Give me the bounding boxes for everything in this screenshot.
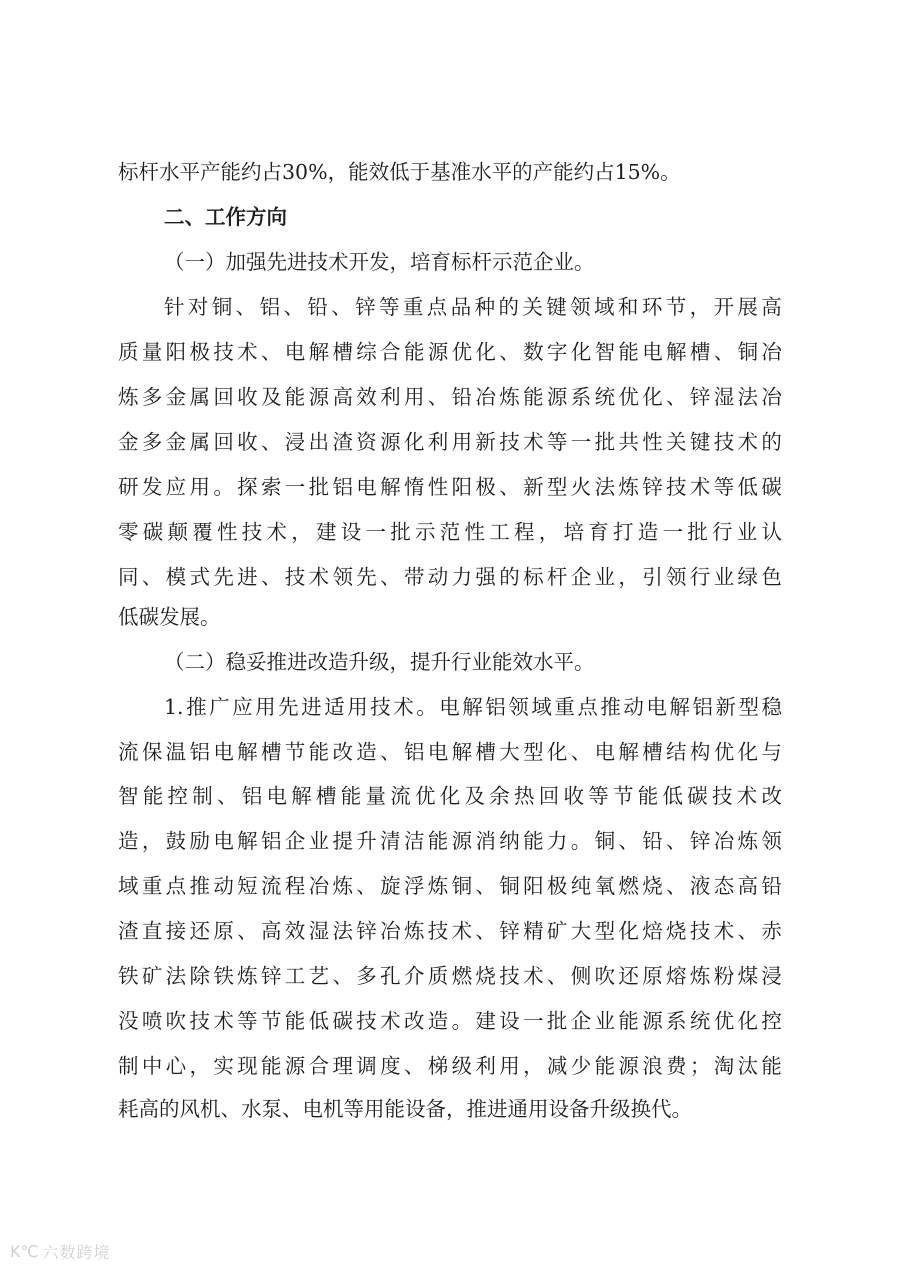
paragraph-line: 零 碳 颠 覆 性 技 术 ， 建 设 一 批 示 范 性 工 程 ， 培 育 打 造 一 批 行 业 认 [118, 520, 782, 544]
section-heading: 二、工作方向 [164, 205, 287, 229]
paragraph-line: 炼 多 金 属 回 收 及 能 源 高 效 利 用 、 铅 冶 炼 能 源 系 统 优 化 、 锌 湿 法 冶 [118, 385, 782, 409]
paragraph-line: 没 喷 吹 技 术 等 节 能 低 碳 技 术 改 造 。 建 设 一 批 企 业 能 源 系 统 优 化 控 [118, 1009, 782, 1033]
paragraph-line: 制 中 心 ， 实 现 能 源 合 理 调 度 、 梯 级 利 用 ， 减 少 能 源 浪 费 ； 淘 汰 能 [118, 1054, 782, 1078]
paragraph-line: 低碳发展。 [118, 605, 221, 629]
paragraph-line: 研 发 应 用 。 探 索 一 批 铝 电 解 惰 性 阳 极 、 新 型 火 法 炼 锌 技 术 等 低 碳 [118, 475, 782, 499]
paragraph-line: 1. 推 广 应 用 先 进 适 用 技 术 。 电 解 铝 领 域 重 点 推 动 电 解 铝 新 型 稳 [164, 695, 782, 719]
paragraph-line: 针 对 铜 、 铝 、 铅 、 锌 等 重 点 品 种 的 关 键 领 域 和 环 节 ， 开 展 高 [164, 295, 782, 319]
paragraph-line: 智 能 控 制 、 铝 电 解 槽 能 量 流 优 化 及 余 热 回 收 等 节 能 低 碳 技 术 改 [118, 784, 782, 808]
paragraph-line: 渣 直 接 还 原 、 高 效 湿 法 锌 冶 炼 技 术 、 锌 精 矿 大 型 化 焙 烧 技 术 、 赤 [118, 919, 782, 943]
paragraph-line: 铁 矿 法 除 铁 炼 锌 工 艺 、 多 孔 介 质 燃 烧 技 术 、 侧 吹 还 原 熔 炼 粉 煤 浸 [118, 964, 782, 988]
paragraph-line: 质 量 阳 极 技 术 、 电 解 槽 综 合 能 源 优 化 、 数 字 化 智 能 电 解 槽 、 铜 冶 [118, 340, 782, 364]
watermark-text: 六数跨境 [42, 1242, 111, 1262]
paragraph-line: 造 ， 鼓 励 电 解 铝 企 业 提 升 清 洁 能 源 消 纳 能 力 。 铜 、 铅 、 锌 冶 炼 领 [118, 829, 782, 853]
paragraph-line: 域 重 点 推 动 短 流 程 冶 炼 、 旋 浮 炼 铜 、 铜 阳 极 纯 氧 燃 烧 、 液 态 高 铅 [118, 874, 782, 898]
text-line: 标杆水平产能约占30%，能效低于基准水平的产能约占15%。 [118, 160, 681, 184]
subsection-heading: （二）稳妥推进改造升级，提升行业能效水平。 [164, 650, 595, 674]
paragraph-line: 耗高的风机、水泵、电机等用能设备，推进通用设备升级换代。 [118, 1097, 692, 1121]
watermark [10, 1238, 110, 1264]
paragraph-line: 流 保 温 铝 电 解 槽 节 能 改 造 、 铝 电 解 槽 大 型 化 、 电 解 槽 结 构 优 化 与 [118, 740, 782, 764]
subsection-heading: （一）加强先进技术开发，培育标杆示范企业。 [164, 250, 595, 274]
paragraph-line: 同 、 模 式 先 进 、 技 术 领 先 、 带 动 力 强 的 标 杆 企 业 ， 引 领 行 业 绿 色 [118, 565, 782, 589]
watermark-logo-icon: K℃ [10, 1241, 39, 1261]
paragraph-line: 金 多 金 属 回 收 、 浸 出 渣 资 源 化 利 用 新 技 术 等 一 批 共 性 关 键 技 术 的 [118, 430, 782, 454]
